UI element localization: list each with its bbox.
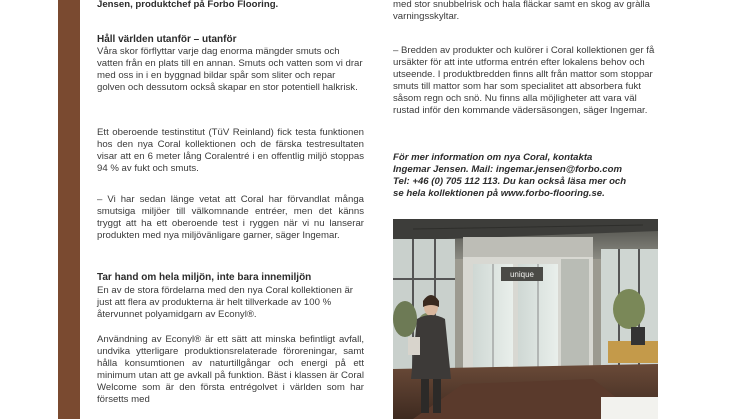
entrance-photo	[393, 219, 658, 419]
brown-margin-bar	[58, 0, 80, 419]
heading-keep-world-outside: Håll världen utanför – utanför	[97, 34, 237, 45]
entrance-sign-text: unique	[509, 270, 535, 279]
paragraph-test-institute: Ett oberoende testinstitut (TüV Reinland) fick testa funktionen hos den nya Coral kollektionen och de färska testresultaten visar att en 6 meter lång Coralentré i en offentlig miljö stoppas 94 % av fukt och smuts.	[97, 127, 364, 174]
paragraph-econyl-use: Användning av Econyl® är ett sätt att minska befintligt avfall, undvika ytterligare produktionsrelaterade föroreningar, samt hålla konsumtionen av naturtillgångar och energi på ett minimum utan att ge avkall på funktion. Bäst i klassen är Coral Welcome som är den första entrégolvet i världen som har försetts med	[97, 334, 364, 405]
heading-whole-environment: Tar hand om hela miljön, inte bara innemiljön	[97, 272, 312, 283]
paragraph-shoes-dirt: Våra skor förflyttar varje dag enorma mängder smuts och vatten från en plats till en annan. Smuts och vatten som vi drar med oss in i en byggnad bildar spår som sliter och repar golven och dessutom också skapar en stor potentiell halkrisk.	[97, 46, 363, 93]
contact-line-1: För mer information om nya Coral, kontakta	[393, 152, 593, 163]
paragraph-product-range: – Bredden av produkter och kulörer i Coral kollektionen ger få ursäkter för att inte utforma entrén efter lokalens behov och utseende. I produktbredden finns allt från mattor som stoppar smuts till mattor som har som specialitet att absorbera fukt såsom regn och snö. Nu finns alla möjligheter att vara väl rustad inför den kommande vädersäsongen, säger Ingemar.	[393, 45, 655, 116]
contact-line-3: Tel: +46 (0) 705 112 113. Du kan också läsa mer och	[393, 176, 627, 187]
contact-line-4: se hela kollektionen på www.forbo-flooring.se.	[393, 188, 605, 199]
paragraph-econyl: En av de stora fördelarna med den nya Coral kollektionen är just att flera av produkterna är helt tillverkade av 100 % återvunnet polyamidgarn av Econyl®.	[97, 285, 353, 320]
paragraph-trip-risk: med stor snubbelrisk och hala fläckar samt en skog av gràlla varningsskyltar.	[393, 0, 651, 22]
contact-line-2: Ingemar Jensen. Mail: ingemar.jensen@forbo.com	[393, 164, 623, 175]
paragraph-quote-ingemar: – Vi har sedan länge vetat att Coral har förvandlat många smutsiga miljöer till välkomnande entréer, men det känns tryggt att ha ett oberoende test i ryggen när vi nu lanserar produkten med nya miljövänligare garner, säger Ingemar.	[97, 194, 364, 241]
intro-signature: Jensen, produktchef på Forbo Flooring.	[97, 0, 279, 10]
